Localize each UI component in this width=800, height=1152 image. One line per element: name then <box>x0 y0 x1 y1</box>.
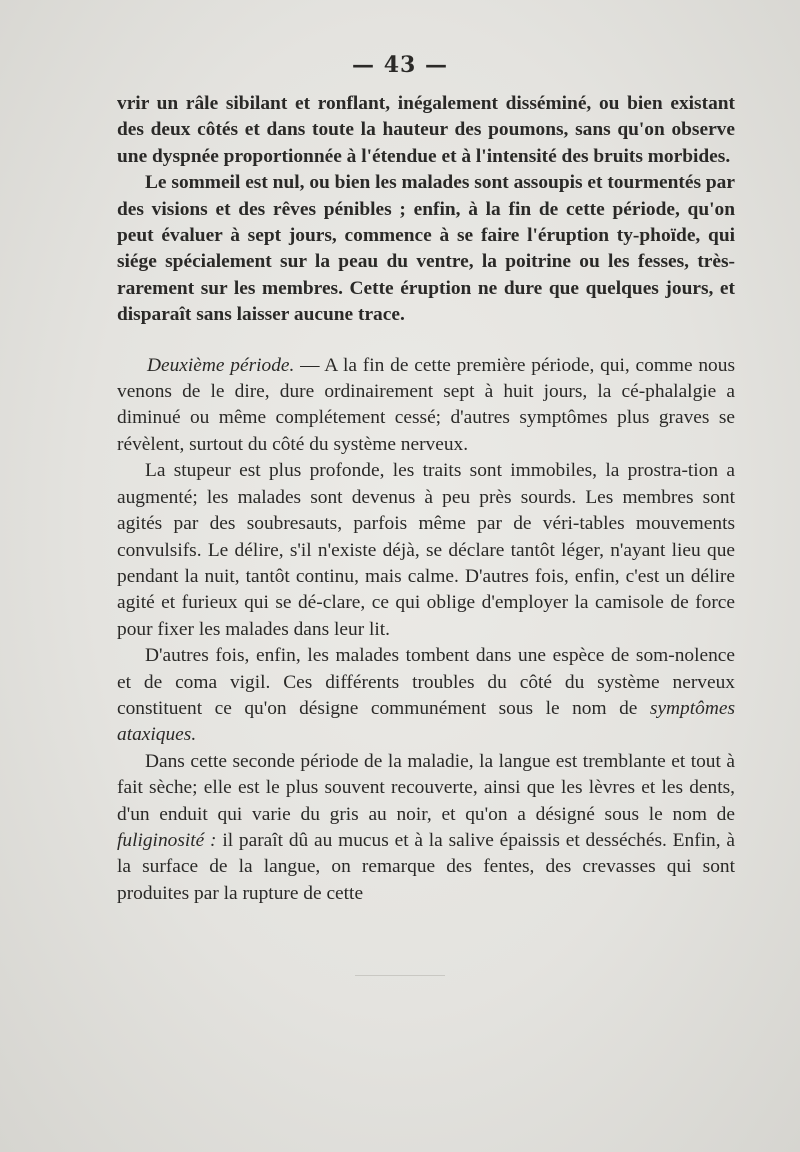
page-number: — 43 — <box>352 52 448 78</box>
paragraph-4-text: La stupeur est plus profonde, les traits sont immobiles, la prostra-tion a augmenté; les malades sont devenus à peu près sourds. Les membres sont agités par des soubresauts, parfois même par de véri-tables mouvements convulsifs. Le délire, s'il n'existe déjà, se déclare tantôt léger, n'ayant lieu que pendant la nuit, tantôt continu, mais calme. D'autres fois, enfin, c'est un délire agité et furieux qui se dé-clare, ce qui oblige d'employer la camisole de force pour fixer les malades dans leur lit. <box>117 460 735 640</box>
body-text <box>117 91 735 907</box>
paragraph-1-text: vrir un râle sibilant et ronflant, inégalement disséminé, ou bien existant des deux côtés et dans toute la hauteur des poumons, sans qu'on observe une dyspnée proportionnée à l'étendue et à l'intensité des bruits morbides. <box>117 93 735 167</box>
paragraph-6-text: Dans cette seconde période de la maladie, la langue est tremblante et tout à fait sèche; elle est le plus souvent recouverte, ainsi que les lèvres et les dents, d'un enduit qui varie du gris au noir, et qu'on a désigné sous le nom de <box>117 750 735 825</box>
paragraph-1 <box>117 91 735 170</box>
paragraph-2 <box>117 170 735 328</box>
paragraph-5 <box>117 643 735 749</box>
paragraph-6-after: il paraît dû au mucus et à la salive épaissis et desséchés. Enfin, à la surface de la langue, on remarque des fentes, des crevasses qui sont produites par la rupture de cette <box>117 829 735 904</box>
bottom-rule <box>355 975 445 976</box>
paragraph-3-text: — A la fin de cette première période, qui, comme nous venons de le dire, dure ordinairement sept à huit jours, la cé-phalalgie a diminué ou même complétement cessé; d'autres symptômes plus graves se révèlent, surtout du côté du système nerveux. <box>117 354 735 455</box>
paragraph-3 <box>117 353 735 459</box>
paragraph-4 <box>117 458 735 643</box>
paragraph-6 <box>117 749 735 907</box>
paragraph-5-text: D'autres fois, enfin, les malades tombent dans une espèce de som-nolence et de coma vigil. Ces différents troubles du côté du système nerveux constituent ce qu'on désigne communément sous le nom de <box>117 645 735 719</box>
section-heading: Deuxième période. <box>147 354 295 376</box>
paragraph-2-text: Le sommeil est nul, ou bien les malades sont assoupis et tourmentés par des visions et des rêves pénibles ; enfin, à la fin de cette période, qu'on peut évaluer à sept jours, commence à se faire l'éruption ty-phoïde, qui siége spécialement sur la peau du ventre, la poitrine ou les fesses, très-rarement sur les membres. Cette éruption ne dure que quelques jours, et disparaît sans laisser aucune trace. <box>117 172 735 326</box>
paragraph-5-italic: symptômes ataxiques. <box>117 697 735 746</box>
paragraph-6-italic: fuliginosité : <box>117 829 217 851</box>
